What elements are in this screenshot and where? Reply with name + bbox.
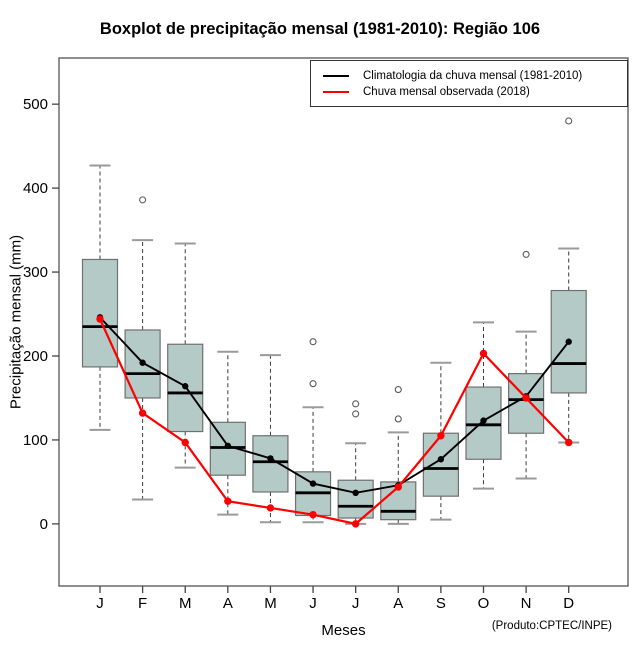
x-tick-label: F xyxy=(138,595,148,612)
producer-credit: (Produto:CPTEC/INPE) xyxy=(491,620,612,632)
boxplot-month-N-10 xyxy=(509,251,544,478)
observed-point xyxy=(437,432,444,439)
x-tick-label: J xyxy=(96,595,104,612)
observed-point xyxy=(267,504,274,511)
climatology-point xyxy=(480,417,486,423)
boxplot-month-A-7 xyxy=(381,387,416,524)
climatology-point xyxy=(352,490,358,496)
observed-point xyxy=(565,439,572,446)
legend-box xyxy=(310,60,628,107)
observed-point xyxy=(522,394,529,401)
climatology-line-swatch xyxy=(323,75,349,77)
x-tick-label: N xyxy=(520,595,532,612)
outlier-point xyxy=(310,381,316,387)
climatology-point xyxy=(182,383,188,389)
observed-point xyxy=(309,511,316,518)
iqr-box xyxy=(83,259,118,366)
outlier-point xyxy=(353,411,359,417)
legend-item-observed xyxy=(323,84,617,100)
climatology-point xyxy=(438,456,444,462)
climatology-point xyxy=(139,360,145,366)
observed-point xyxy=(182,439,189,446)
boxplot-month-A-3 xyxy=(210,352,245,515)
x-tick-label: J xyxy=(351,595,360,612)
y-tick-label: 0 xyxy=(39,515,48,533)
climatology-point xyxy=(566,339,572,345)
boxplot-month-M-4 xyxy=(253,355,288,522)
x-axis-label: Meses xyxy=(321,622,366,639)
x-tick-label: M xyxy=(178,595,192,612)
x-tick-label: D xyxy=(563,595,575,612)
x-tick-label: M xyxy=(264,595,277,612)
boxplot-month-F-1 xyxy=(125,197,160,500)
outlier-point xyxy=(140,197,146,203)
iqr-box xyxy=(253,436,288,492)
legend-label-climatology: Climatologia da chuva mensal (1981-2010) xyxy=(363,70,583,82)
boxplot-month-J-6 xyxy=(338,401,373,524)
outlier-point xyxy=(523,251,529,257)
observed-point xyxy=(96,315,103,322)
boxplot-month-O-9 xyxy=(466,322,501,488)
boxplot-month-J-5 xyxy=(296,339,331,522)
y-axis-label: Precipitação mensal (mm) xyxy=(7,234,25,410)
x-tick-label: J xyxy=(309,595,317,612)
y-tick-label: 100 xyxy=(22,431,48,449)
observed-point xyxy=(224,498,231,505)
legend-item-climatology xyxy=(323,68,617,84)
x-tick-label: O xyxy=(477,595,490,612)
iqr-box xyxy=(423,433,458,496)
observed-point xyxy=(352,520,359,527)
observed-point xyxy=(480,350,487,357)
x-tick-label: A xyxy=(393,595,404,612)
climatology-point xyxy=(225,443,231,449)
boxplot-month-S-8 xyxy=(423,363,458,520)
outlier-point xyxy=(353,401,359,407)
y-tick-label: 500 xyxy=(22,96,48,114)
boxplot-month-J-0 xyxy=(83,165,118,429)
observed-point xyxy=(395,483,402,490)
outlier-point xyxy=(395,416,401,422)
climatology-point xyxy=(310,480,316,486)
observed-line-swatch xyxy=(323,91,349,93)
outlier-point xyxy=(566,118,572,124)
observed-point xyxy=(139,409,146,416)
climatology-point xyxy=(267,455,273,461)
boxplot-month-D-11 xyxy=(551,118,586,443)
y-tick-label: 300 xyxy=(22,264,48,282)
y-tick-label: 200 xyxy=(22,347,48,365)
x-tick-label: A xyxy=(222,595,233,612)
chart-title: Boxplot de precipitação mensal (1981-2010): Região 106 xyxy=(99,20,541,38)
legend-label-observed: Chuva mensal observada (2018) xyxy=(363,86,530,98)
y-tick-label: 400 xyxy=(22,180,48,198)
outlier-point xyxy=(395,387,401,393)
x-tick-label: S xyxy=(435,595,446,612)
outlier-point xyxy=(310,339,316,345)
